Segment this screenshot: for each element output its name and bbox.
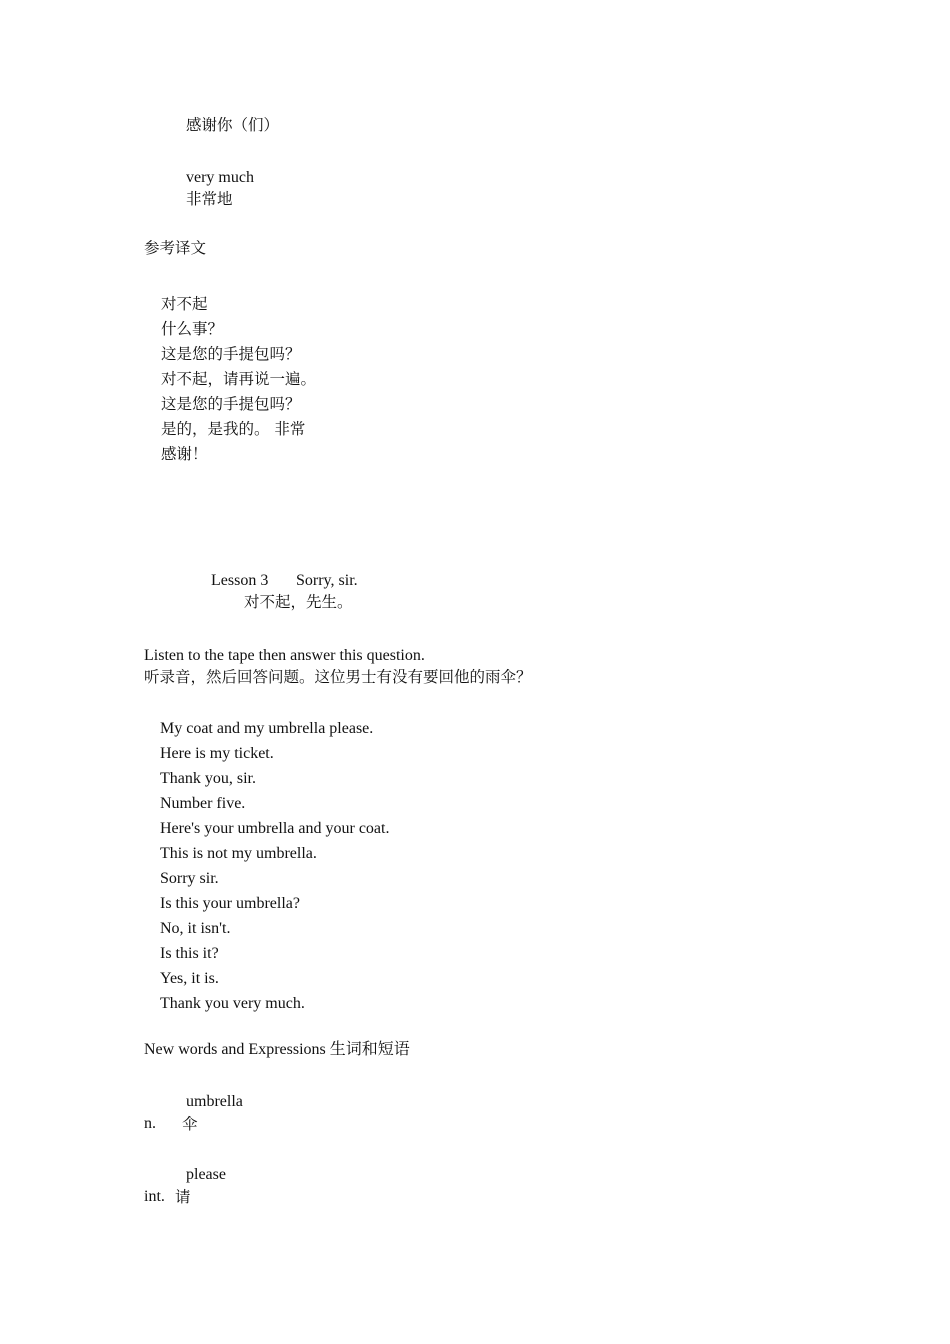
vocab-word-please: please xyxy=(186,1166,226,1183)
dialogue-line: Number five. xyxy=(160,795,246,812)
translation-heading: 参考译文 xyxy=(144,239,207,257)
dialogue-line: Is this your umbrella? xyxy=(160,895,300,912)
instruction-chinese: 听录音，然后回答问题。这位男士有没有要回他的雨伞？ xyxy=(144,668,532,686)
translation-line: 这是您的手提包吗？ xyxy=(161,395,301,413)
dialogue-line: Sorry sir. xyxy=(160,870,219,887)
new-words-heading: New words and Expressions 生词和短语 xyxy=(144,1041,410,1058)
dialogue-line: Here is my ticket. xyxy=(160,745,274,762)
dialogue-line: Is this it? xyxy=(160,945,219,962)
dialogue-line: Thank you very much. xyxy=(160,995,305,1012)
dialogue-line: Yes, it is. xyxy=(160,970,219,987)
vocab-gloss-very-much: 非常地 xyxy=(186,190,233,208)
vocab-word-very-much: very much xyxy=(186,169,254,186)
dialogue-line: My coat and my umbrella please. xyxy=(160,720,374,737)
translation-line: 这是您的手提包吗？ xyxy=(161,345,301,363)
dialogue-line: Here's your umbrella and your coat. xyxy=(160,820,390,837)
translation-line: 感谢！ xyxy=(161,445,208,463)
instruction-english: Listen to the tape then answer this question. xyxy=(144,647,425,664)
vocab-pos-umbrella: n. xyxy=(144,1115,156,1132)
dialogue-line: Thank you, sir. xyxy=(160,770,256,787)
vocab-word-umbrella: umbrella xyxy=(186,1093,243,1110)
lesson-title-chinese: 对不起，先生。 xyxy=(244,593,353,611)
translation-line: 对不起，请再说一遍。 xyxy=(161,370,317,388)
translation-line: 什么事？ xyxy=(161,320,224,338)
dialogue-line: This is not my umbrella. xyxy=(160,845,317,862)
lesson-number: Lesson 3 xyxy=(211,572,269,589)
vocab-gloss-please: 请 xyxy=(175,1188,191,1206)
vocab-gloss-umbrella: 伞 xyxy=(182,1115,198,1133)
translation-line: 对不起 xyxy=(161,295,208,313)
lesson-title: Sorry, sir. xyxy=(296,572,358,589)
translation-line: 是的，是我的。 非常 xyxy=(161,420,306,438)
dialogue-line: No, it isn't. xyxy=(160,920,231,937)
vocab-gloss-thank-you: 感谢你（们） xyxy=(186,116,280,134)
vocab-pos-please: int. xyxy=(144,1188,165,1205)
